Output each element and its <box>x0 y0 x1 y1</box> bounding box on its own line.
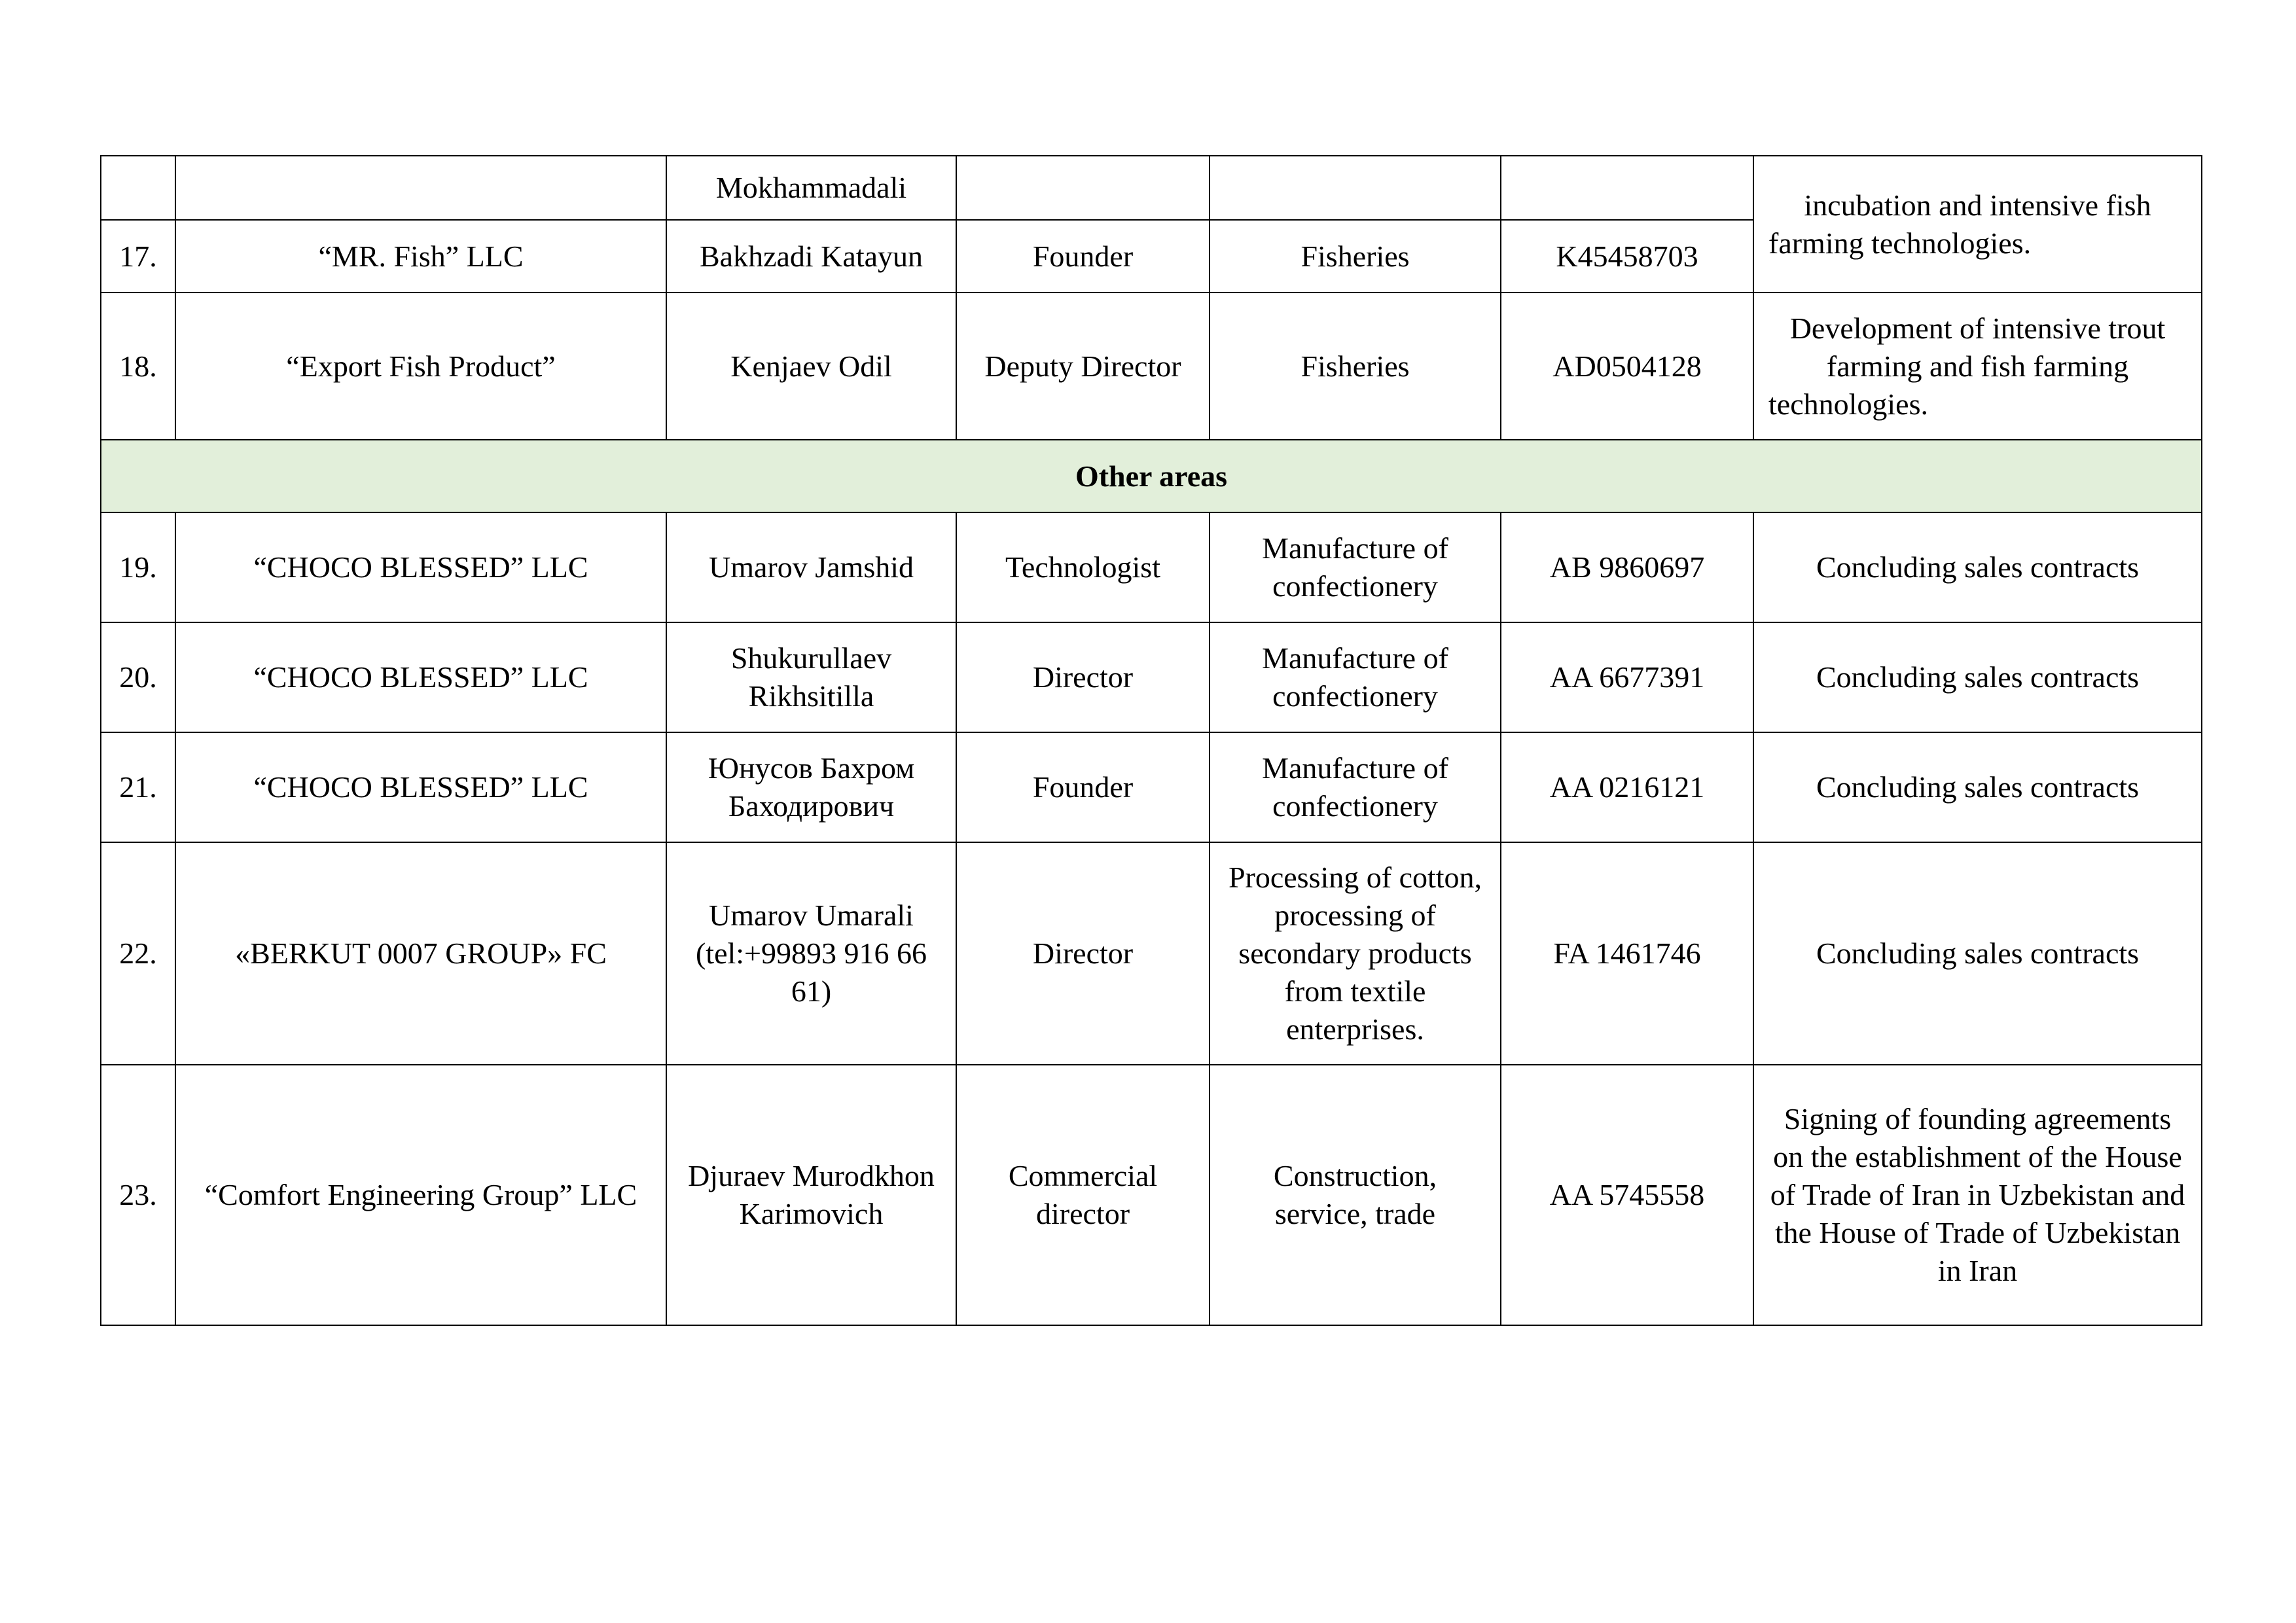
passport-cell <box>1501 156 1753 220</box>
position-cell: Director <box>956 622 1210 732</box>
name-cell: Djuraev Murodkhon Karimovich <box>666 1065 956 1325</box>
name-cell: Umarov Jamshid <box>666 512 956 622</box>
passport-cell: AA 6677391 <box>1501 622 1753 732</box>
field-cell: Fisheries <box>1210 220 1501 293</box>
position-cell: Founder <box>956 732 1210 842</box>
table-row <box>101 732 2202 842</box>
name-cell: Bakhzadi Katayun <box>666 220 956 293</box>
table-row <box>101 842 2202 1065</box>
passport-cell: AB 9860697 <box>1501 512 1753 622</box>
field-cell: Fisheries <box>1210 293 1501 440</box>
purpose-cell: Concluding sales contracts <box>1753 732 2202 842</box>
position-cell: Commercial director <box>956 1065 1210 1325</box>
purpose-cell: Development of intensive trout farming and fish farming technologies. <box>1753 293 2202 440</box>
position-cell: Founder <box>956 220 1210 293</box>
field-cell: Manufacture of confectionery <box>1210 512 1501 622</box>
name-cell: Юнусов Бахром Баходирович <box>666 732 956 842</box>
field-cell <box>1210 156 1501 220</box>
organization-cell <box>175 156 666 220</box>
name-cell: Umarov Umarali (tel:+99893 916 66 61) <box>666 842 956 1065</box>
organization-cell: “CHOCO BLESSED” LLC <box>175 622 666 732</box>
passport-cell: FA 1461746 <box>1501 842 1753 1065</box>
purpose-cell: Concluding sales contracts <box>1753 842 2202 1065</box>
purpose-cell: Signing of founding agreements on the establishment of the House of Trade of Iran in Uzbekistan and the House of Trade of Uzbekistan in Iran <box>1753 1065 2202 1325</box>
position-cell: Deputy Director <box>956 293 1210 440</box>
passport-cell: AA 0216121 <box>1501 732 1753 842</box>
delegation-table <box>100 155 2202 1326</box>
row-number: 23. <box>101 1065 175 1325</box>
position-cell: Director <box>956 842 1210 1065</box>
passport-cell: AA 5745558 <box>1501 1065 1753 1325</box>
position-cell <box>956 156 1210 220</box>
organization-cell: “CHOCO BLESSED” LLC <box>175 732 666 842</box>
position-cell: Technologist <box>956 512 1210 622</box>
row-number: 20. <box>101 622 175 732</box>
name-cell: Mokhammadali <box>666 156 956 220</box>
row-number: 17. <box>101 220 175 293</box>
section-title: Other areas <box>101 440 2202 512</box>
purpose-cell: Concluding sales contracts <box>1753 622 2202 732</box>
passport-cell: AD0504128 <box>1501 293 1753 440</box>
table-row <box>101 1065 2202 1325</box>
organization-cell: “Comfort Engineering Group” LLC <box>175 1065 666 1325</box>
field-cell: Construction, service, trade <box>1210 1065 1501 1325</box>
row-number: 21. <box>101 732 175 842</box>
organization-cell: “CHOCO BLESSED” LLC <box>175 512 666 622</box>
passport-cell: K45458703 <box>1501 220 1753 293</box>
organization-cell: “Export Fish Product” <box>175 293 666 440</box>
purpose-cell: Concluding sales contracts <box>1753 512 2202 622</box>
purpose-cell: incubation and intensive fish farming technologies. <box>1753 156 2202 293</box>
name-cell: Shukurullaev Rikhsitilla <box>666 622 956 732</box>
organization-cell: “MR. Fish” LLC <box>175 220 666 293</box>
field-cell: Processing of cotton, processing of secondary products from textile enterprises. <box>1210 842 1501 1065</box>
row-number: 22. <box>101 842 175 1065</box>
name-cell: Kenjaev Odil <box>666 293 956 440</box>
table-row <box>101 293 2202 440</box>
table-row <box>101 512 2202 622</box>
table-row <box>101 156 2202 220</box>
field-cell: Manufacture of confectionery <box>1210 622 1501 732</box>
row-number: 18. <box>101 293 175 440</box>
organization-cell: «BERKUT 0007 GROUP» FC <box>175 842 666 1065</box>
row-number <box>101 156 175 220</box>
field-cell: Manufacture of confectionery <box>1210 732 1501 842</box>
row-number: 19. <box>101 512 175 622</box>
table-row <box>101 622 2202 732</box>
section-header-row <box>101 440 2202 512</box>
